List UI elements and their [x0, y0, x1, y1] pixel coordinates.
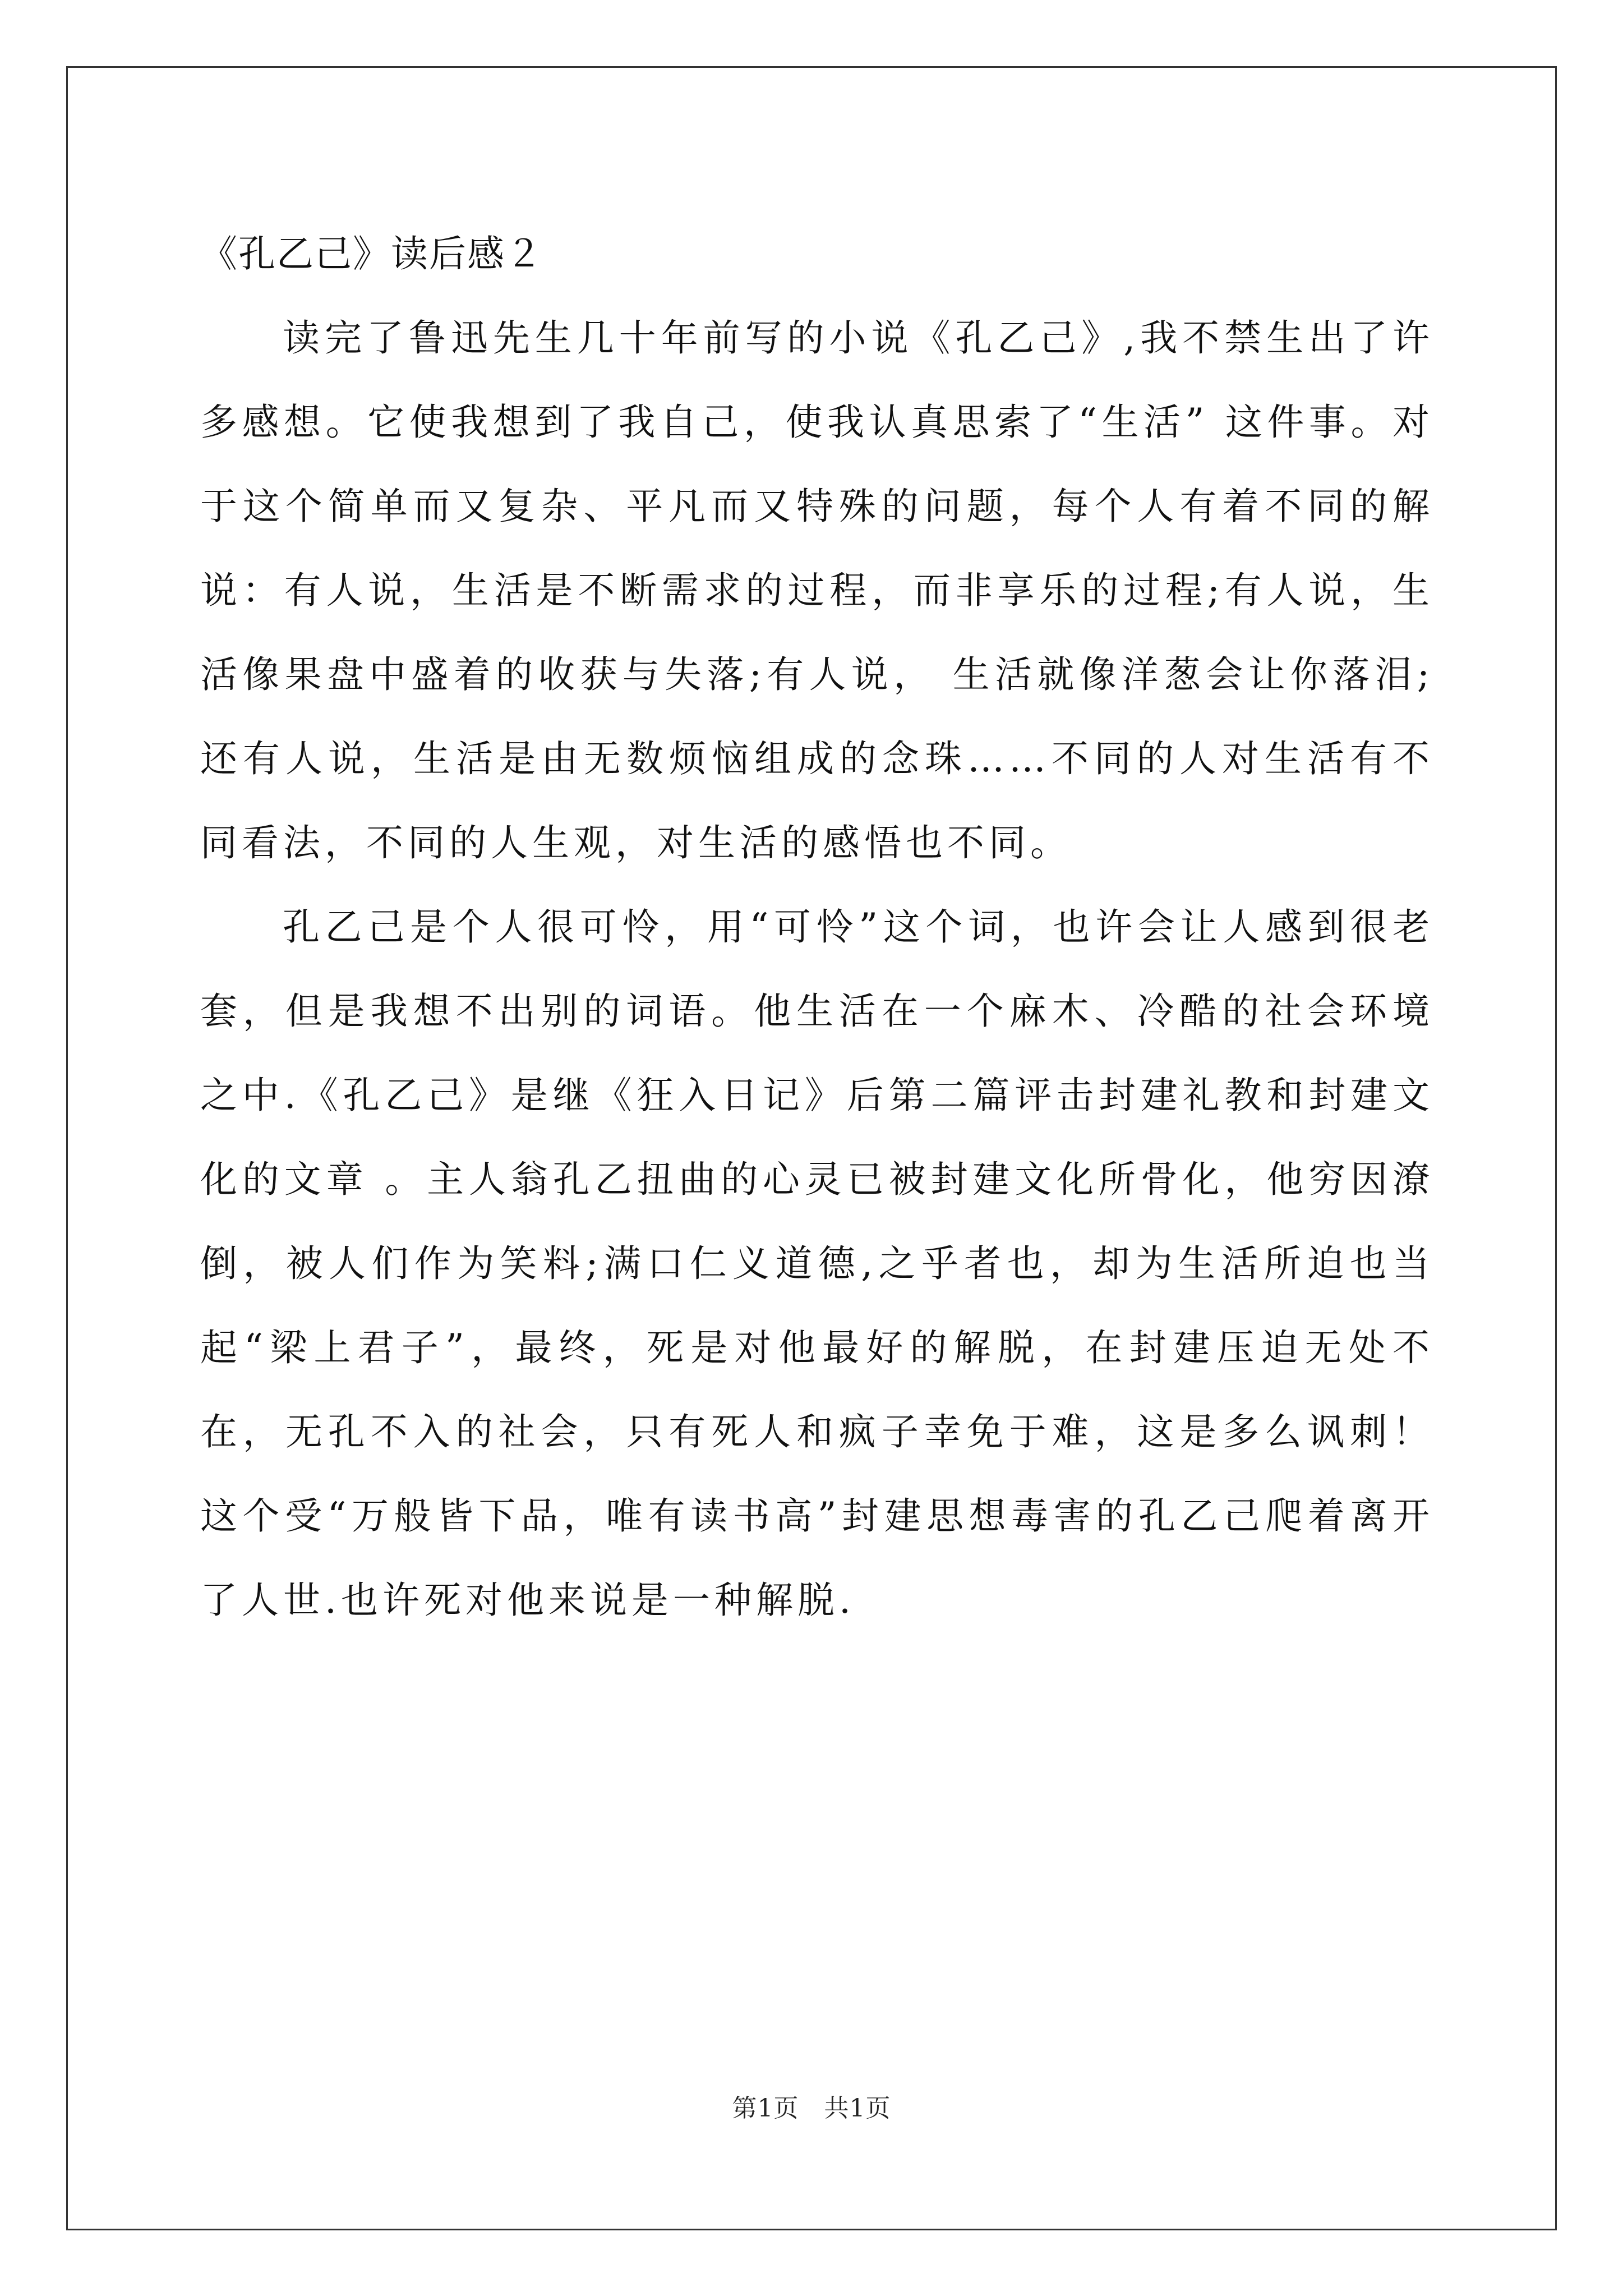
paragraph-1: 读完了鲁迅先生几十年前写的小说《孔乙己》,我不禁生出了许多感想。它使我想到了我自己，使我认真思索了“生活” 这件事。对于这个简单而又复杂、平凡而又特殊的问题，每个人有着不同的解说：有人说，生活是不断需求的过程，而非享乐的过程;有人说，生活像果盘中盛着的收获与失落;有人说， 生活就像洋葱会让你落泪;还有人说，生活是由无数烦恼组成的念珠……不同的人对生活有不同看法，不同的人生观，对生活的感悟也不同。: [200, 316, 1434, 864]
document-body: [200, 212, 1434, 1642]
page-footer: 第1页 共1页: [732, 2094, 891, 2123]
document-title: 《孔乙己》读后感２: [200, 232, 543, 275]
paragraph-2: 孔乙己是个人很可怜，用“可怜”这个词，也许会让人感到很老套，但是我想不出别的词语。他生活在一个麻木、冷酷的社会环境之中.《孔乙己》是继《狂入日记》后第二篇评击封建礼教和封建文化的文章 。主人翁孔乙扭曲的心灵已被封建文化所骨化，他穷因潦倒，被人们作为笑料;满口仁义道德,之乎者也，却为生活所迫也当起“梁上君子”，最终，死是对他最好的解脱，在封建压迫无处不在，无孔不入的社会，只有死人和疯子幸免于难，这是多么讽刺！这个受“万般皆下品，唯有读书高”封建思想毒害的孔乙己爬着离开了人世.也许死对他来说是一种解脱.: [200, 905, 1434, 1622]
